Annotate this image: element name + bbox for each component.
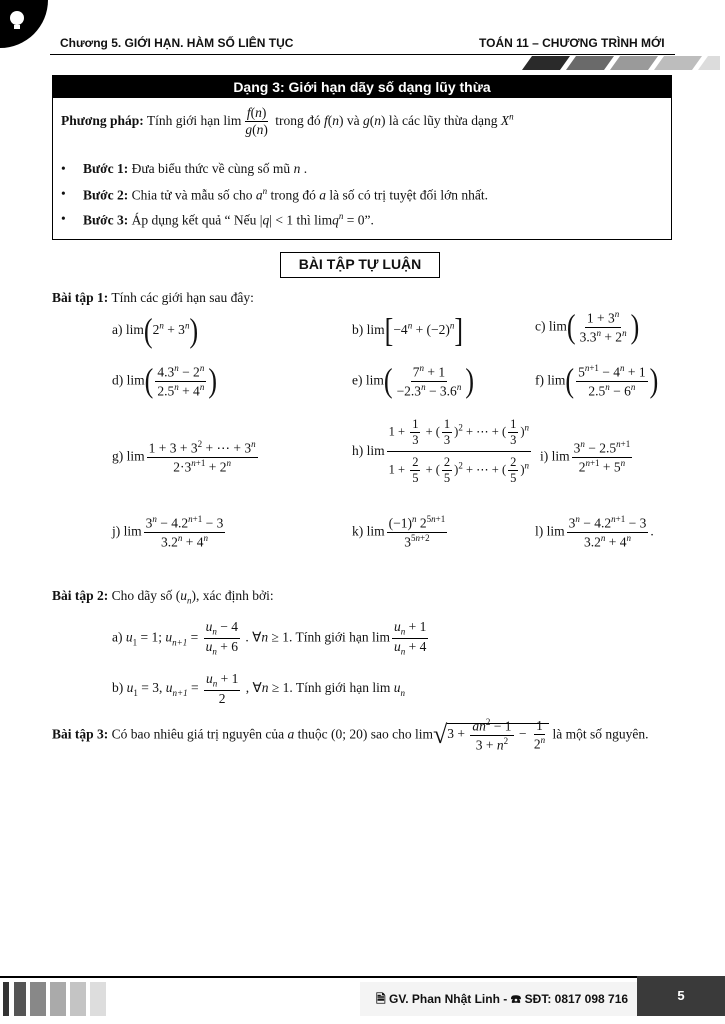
item-label: k) — [352, 523, 364, 539]
method-line: Phương pháp: Tính giới hạn lim $\frac{f(n)}{g(n)}$ trong đó f(n) và g(n) là các lũy thừa dạng $X^n$ — [61, 105, 514, 138]
method-intro: Tính giới hạn — [146, 112, 221, 128]
exercise-1-item-l: l) lim $\frac{3^n - 4.2^{n+1} - 3}{3.2^n + 4^n}$ . — [535, 514, 654, 550]
exercise-1-item-g: g) lim $\frac{1 + 3 + 3^2 + \cdots + 3^n}{2\cdot 3^{n+1} + 2^n}$ — [112, 439, 256, 475]
subject-title: TOÁN 11 – CHƯƠNG TRÌNH MỚI — [479, 36, 665, 50]
item-label: a) — [112, 322, 123, 338]
item-label: c) — [535, 318, 546, 334]
method-box — [52, 75, 672, 240]
exercise-3-label: Bài tập 3: — [52, 726, 109, 742]
footer-phone: SĐT: 0817 098 716 — [524, 992, 629, 1006]
exercise-1-text: Tính các giới hạn sau đây: — [111, 290, 254, 305]
exercise-2-text-b: , xác định bởi: — [196, 588, 274, 603]
exercise-1-item-c: c) lim( $\frac{1 + 3^n}{3.3^n + 2^n}$ ) — [535, 307, 640, 346]
exercise-2-title: Bài tập 2: Cho dãy số $(u_n)$, xác định bởi: — [52, 588, 274, 606]
step-2-text-b: trong đó — [270, 187, 316, 203]
exercise-3-text-a: Có bao nhiêu giá trị nguyên của — [111, 726, 285, 742]
step-1-label: Bước 1: — [83, 161, 129, 176]
method-where: trong đó — [275, 112, 321, 128]
step-3-text-c: ”. — [364, 212, 374, 228]
exercise-1-item-k: k) lim $\frac{(-1)^n 2^{5n+1}}{3^{5n+2}}$ — [352, 514, 446, 550]
exercise-2-a-text: Tính giới hạn — [295, 629, 369, 645]
method-formula: lim $\frac{f(n)}{g(n)}$ — [223, 105, 268, 138]
item-label: h) — [352, 442, 364, 458]
exercise-2-label: Bài tập 2: — [52, 588, 109, 603]
exercise-1-item-f: f) lim( $\frac{5^{n+1} - 4^n + 1}{2.5^n - 6^n}$ ) — [535, 361, 659, 400]
exercise-1-label: Bài tập 1: — [52, 290, 109, 305]
exercise-2-item-b: b) $u_1 = 3$, $u_{n+1}$ = $\frac{u_n + 1}{2}$ , ∀n ≥ 1. Tính giới hạn $\lim u_n$ — [112, 671, 406, 707]
step-1-text: Đưa biểu thức về cùng số mũ — [131, 161, 291, 176]
exercise-1-item-i: i) lim $\frac{3^n - 2.5^{n+1}}{2^{n+1} + 5^n}$ — [540, 439, 631, 475]
page-number: 5 — [637, 976, 725, 1016]
item-label: f) — [535, 372, 544, 388]
exercise-2-text-a: Cho dãy số — [111, 588, 173, 603]
exercise-3-text-b: thuộc — [297, 726, 328, 742]
method-and: và — [346, 112, 360, 128]
item-label: i) — [540, 448, 549, 464]
corner-logo — [0, 0, 50, 55]
item-label: b) — [352, 322, 364, 338]
step-3-text-a: Áp dụng kết quả “ Nếu — [131, 212, 257, 228]
exercise-1-item-b: b) $\lim[-4^n + (-2)^n]$ — [352, 311, 464, 350]
step-2-label: Bước 2: — [83, 187, 129, 203]
method-box-title: Dạng 3: Giới hạn dãy số dạng lũy thừa — [53, 76, 671, 98]
method-tail: là các lũy thừa dạng — [388, 112, 498, 128]
exercise-3: Bài tập 3: Có bao nhiêu giá trị nguyên của a thuộc (0; 20) sao cho lim√3 + $\frac{an^2 - 1}{3 + n^2}$ − $\frac{1}{2^n}$ là một số nguyên. — [52, 717, 649, 753]
exercise-2-b-text: Tính giới hạn — [295, 680, 370, 696]
step-3: • Bước 3: Áp dụng kết quả “ Nếu |q| < 1 thì limq$^n$ = 0”. — [83, 211, 374, 229]
step-2: • Bước 2: Chia tử và mẫu số cho $a^n$ trong đó a là số có trị tuyệt đối lớn nhất. — [83, 186, 488, 204]
exercise-1-item-d: d) lim( $\frac{4.3^n - 2^n}{2.5^n + 4^n}$ ) — [112, 361, 217, 400]
chapter-title: Chương 5. GIỚI HẠN. HÀM SỐ LIÊN TỤC — [60, 36, 294, 50]
step-2-text-c: là số có trị tuyệt đối lớn nhất. — [329, 187, 488, 203]
header-rule — [50, 54, 675, 55]
item-label: e) — [352, 372, 363, 388]
section-title: BÀI TẬP TỰ LUẬN — [280, 252, 440, 278]
exercise-1-item-e: e) lim( $\frac{7^n + 1}{-2.3^n - 3.6^n}$ ) — [352, 361, 474, 400]
footer-separator: - — [503, 992, 508, 1006]
item-label: d) — [112, 372, 124, 388]
item-label: l) — [535, 523, 544, 539]
step-3-label: Bước 3: — [83, 212, 129, 228]
phone-icon: ☎ — [510, 992, 522, 1006]
step-3-text-b: thì — [296, 212, 311, 228]
step-2-text-a: Chia tử và mẫu số cho — [131, 187, 253, 203]
method-label: Phương pháp: — [61, 112, 144, 128]
exercise-1-item-j: j) lim $\frac{3^n - 4.2^{n+1} - 3}{3.2^n + 4^n}$ — [112, 514, 224, 550]
document-icon: 🗎 — [376, 992, 386, 1006]
footer-teacher — [376, 990, 628, 1011]
exercise-3-text-d: là một số nguyên. — [552, 726, 649, 742]
exercise-2-item-a: a) $u_1 = 1$; $u_{n+1}$ = $\frac{u_n - 4}{u_n + 6}$ . ∀n ≥ 1. Tính giới hạn lim $\frac{u_n + 1}{u_n + 4}$ — [112, 619, 427, 657]
footer-teacher-name: GV. Phan Nhật Linh — [389, 992, 500, 1006]
exercise-1-item-a: a) $\lim(2^n + 3^n)$ — [112, 311, 199, 350]
exercise-1-item-h: h) lim 1 + $\frac{1}{3}$ + ( $\frac{1}{3}$ )$^2$ + ⋯ + ( $\frac{1}{3}$ )$^n$ 1 + $\frac{2}{5}$ + ( $\frac{2}{5}$ )$^2$ + ⋯ + ( $\frac{2}{5}$ )$^n$ — [352, 417, 530, 486]
exercise-3-text-c: sao cho — [370, 726, 412, 742]
header-stripes — [520, 56, 720, 72]
item-label: a) — [112, 629, 123, 645]
item-label: g) — [112, 448, 124, 464]
exercise-1-title — [52, 290, 254, 306]
step-1: • Bước 1: Đưa biểu thức về cùng số mũ n . — [83, 161, 307, 177]
item-label: j) — [112, 523, 121, 539]
item-label: b) — [112, 680, 124, 696]
